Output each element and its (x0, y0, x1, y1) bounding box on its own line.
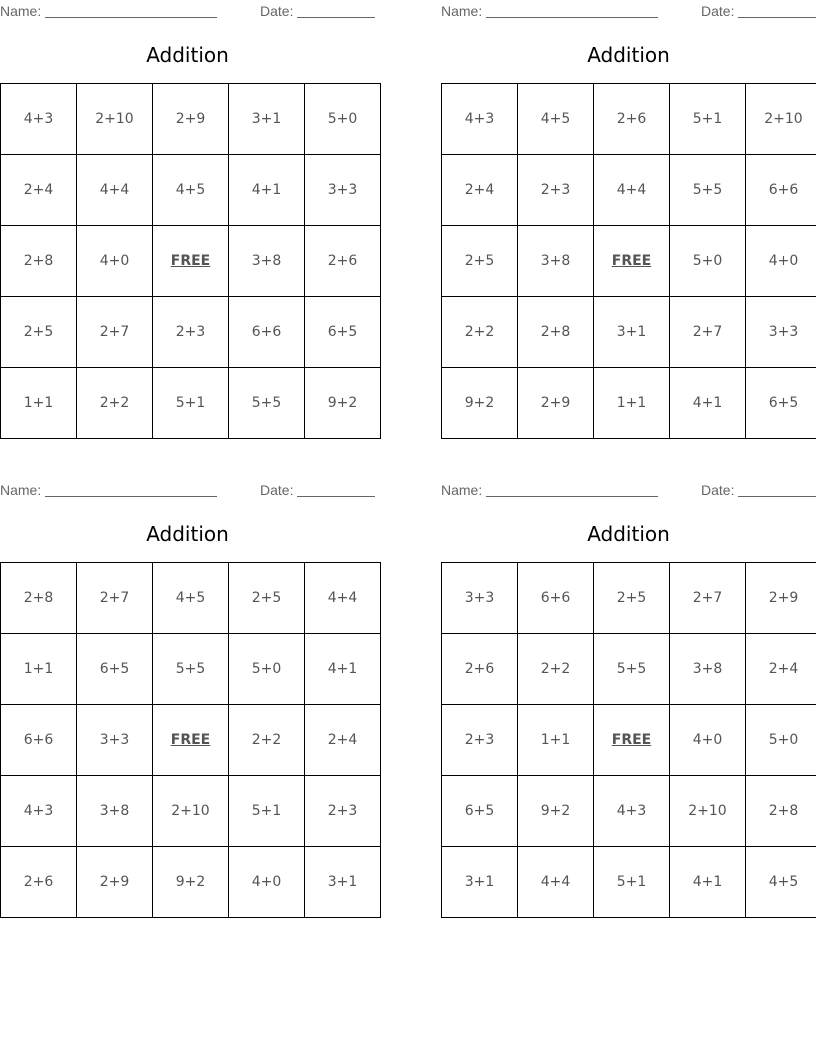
problem-cell[interactable]: 2+7 (77, 563, 153, 634)
problem-cell[interactable]: 2+8 (518, 297, 594, 368)
problem-cell[interactable]: 4+5 (153, 155, 229, 226)
problem-cell[interactable]: 2+3 (305, 776, 381, 847)
problem-cell[interactable]: 4+1 (229, 155, 305, 226)
problem-cell[interactable]: 2+3 (153, 297, 229, 368)
problem-cell[interactable]: 5+1 (594, 847, 670, 918)
problem-cell[interactable]: 1+1 (518, 705, 594, 776)
grid-row (442, 226, 816, 297)
problem-cell[interactable]: 2+10 (746, 84, 816, 155)
problem-cell[interactable]: 5+1 (229, 776, 305, 847)
problem-cell[interactable]: 2+9 (746, 563, 816, 634)
problem-cell[interactable]: 1+1 (1, 634, 77, 705)
problem-cell[interactable]: 3+8 (518, 226, 594, 297)
problem-cell[interactable]: 2+10 (77, 84, 153, 155)
problem-cell[interactable]: 2+7 (670, 297, 746, 368)
problem-cell[interactable]: 6+6 (746, 155, 816, 226)
problem-cell[interactable]: 2+2 (229, 705, 305, 776)
problem-cell[interactable]: 6+5 (77, 634, 153, 705)
problem-cell[interactable]: 3+8 (77, 776, 153, 847)
problem-cell[interactable]: 4+5 (746, 847, 816, 918)
grid-row (442, 368, 816, 439)
bingo-grid (0, 83, 381, 439)
problem-cell[interactable]: 4+4 (305, 563, 381, 634)
date-label: Date: (260, 3, 294, 19)
problem-cell[interactable]: 5+0 (229, 634, 305, 705)
problem-cell[interactable]: 3+3 (746, 297, 816, 368)
problem-cell[interactable]: 2+2 (518, 634, 594, 705)
problem-cell[interactable]: 6+6 (229, 297, 305, 368)
bingo-grid (441, 562, 816, 918)
problem-cell[interactable]: 2+6 (305, 226, 381, 297)
problem-cell[interactable]: 5+1 (153, 368, 229, 439)
problem-cell[interactable]: 3+8 (229, 226, 305, 297)
problem-cell[interactable]: 3+1 (442, 847, 518, 918)
problem-cell[interactable]: 2+5 (1, 297, 77, 368)
problem-cell[interactable]: 5+5 (594, 634, 670, 705)
free-space-cell[interactable]: FREE (153, 226, 229, 297)
problem-cell[interactable]: 4+5 (518, 84, 594, 155)
problem-cell[interactable]: 2+4 (1, 155, 77, 226)
card-header (441, 482, 816, 498)
problem-cell[interactable]: 3+1 (305, 847, 381, 918)
problem-cell[interactable]: 2+6 (1, 847, 77, 918)
bingo-grid (0, 562, 381, 918)
problem-cell[interactable]: 3+3 (442, 563, 518, 634)
date-field[interactable] (297, 482, 375, 497)
problem-cell[interactable]: 3+1 (229, 84, 305, 155)
card-title: Addition (146, 522, 229, 546)
problem-cell[interactable]: 4+4 (518, 847, 594, 918)
grid-row (1, 563, 381, 634)
problem-cell[interactable]: 2+4 (442, 155, 518, 226)
problem-cell[interactable]: 4+1 (305, 634, 381, 705)
card-title: Addition (146, 43, 229, 67)
problem-cell[interactable]: 4+5 (153, 563, 229, 634)
grid-row (442, 705, 816, 776)
grid-row (442, 84, 816, 155)
grid-row (442, 847, 816, 918)
problem-cell[interactable]: 3+3 (305, 155, 381, 226)
problem-cell[interactable]: 2+4 (305, 705, 381, 776)
grid-row (442, 563, 816, 634)
problem-cell[interactable]: 4+0 (77, 226, 153, 297)
problem-cell[interactable]: 9+2 (153, 847, 229, 918)
grid-row (1, 155, 381, 226)
grid-row (442, 297, 816, 368)
problem-cell[interactable]: 4+3 (442, 84, 518, 155)
date-field[interactable] (738, 3, 816, 18)
grid-row (442, 634, 816, 705)
problem-cell[interactable]: 4+3 (1, 84, 77, 155)
grid-row (1, 84, 381, 155)
problem-cell[interactable]: 2+7 (670, 563, 746, 634)
date-label: Date: (260, 482, 294, 498)
name-label: Name: (441, 3, 483, 19)
free-space-cell[interactable]: FREE (594, 705, 670, 776)
problem-cell[interactable]: 2+4 (746, 634, 816, 705)
grid-row (1, 368, 381, 439)
name-label: Name: (441, 482, 483, 498)
date-field[interactable] (297, 3, 375, 18)
problem-cell[interactable]: 5+5 (229, 368, 305, 439)
problem-cell[interactable]: 6+5 (305, 297, 381, 368)
problem-cell[interactable]: 3+8 (670, 634, 746, 705)
name-label: Name: (0, 482, 42, 498)
grid-row (1, 847, 381, 918)
problem-cell[interactable]: 2+6 (594, 84, 670, 155)
problem-cell[interactable]: 9+2 (442, 368, 518, 439)
problem-cell[interactable]: 6+5 (746, 368, 816, 439)
problem-cell[interactable]: 4+0 (746, 226, 816, 297)
bingo-grid (441, 83, 816, 439)
problem-cell[interactable]: 5+5 (670, 155, 746, 226)
problem-cell[interactable]: 4+3 (594, 776, 670, 847)
card-title: Addition (587, 522, 670, 546)
name-label: Name: (0, 3, 42, 19)
card-header (0, 3, 375, 19)
problem-cell[interactable]: 4+3 (1, 776, 77, 847)
date-field[interactable] (738, 482, 816, 497)
problem-cell[interactable]: 2+5 (229, 563, 305, 634)
name-field[interactable] (45, 3, 217, 18)
problem-cell[interactable]: 1+1 (594, 368, 670, 439)
date-label: Date: (701, 482, 735, 498)
grid-row (1, 705, 381, 776)
problem-cell[interactable]: 2+5 (442, 226, 518, 297)
name-field[interactable] (45, 482, 217, 497)
problem-cell[interactable]: 2+10 (153, 776, 229, 847)
problem-cell[interactable]: 2+8 (1, 226, 77, 297)
problem-cell[interactable]: 9+2 (305, 368, 381, 439)
problem-cell[interactable]: 2+2 (77, 368, 153, 439)
problem-cell[interactable]: 5+5 (153, 634, 229, 705)
grid-row (442, 155, 816, 226)
problem-cell[interactable]: 6+5 (442, 776, 518, 847)
problem-cell[interactable]: 3+1 (594, 297, 670, 368)
problem-cell[interactable]: 2+5 (594, 563, 670, 634)
problem-cell[interactable]: 5+1 (670, 84, 746, 155)
problem-cell[interactable]: 3+3 (77, 705, 153, 776)
problem-cell[interactable]: 6+6 (1, 705, 77, 776)
grid-row (1, 297, 381, 368)
problem-cell[interactable]: 1+1 (1, 368, 77, 439)
problem-cell[interactable]: 4+4 (594, 155, 670, 226)
problem-cell[interactable]: 2+9 (153, 84, 229, 155)
card-header (0, 482, 375, 498)
problem-cell[interactable]: 5+0 (305, 84, 381, 155)
problem-cell[interactable]: 4+1 (670, 368, 746, 439)
problem-cell[interactable]: 2+2 (442, 297, 518, 368)
problem-cell[interactable]: 2+3 (442, 705, 518, 776)
free-space-cell[interactable]: FREE (153, 705, 229, 776)
grid-row (1, 226, 381, 297)
problem-cell[interactable]: 5+0 (670, 226, 746, 297)
problem-cell[interactable]: 4+0 (229, 847, 305, 918)
grid-row (442, 776, 816, 847)
problem-cell[interactable]: 2+9 (77, 847, 153, 918)
problem-cell[interactable]: 2+7 (77, 297, 153, 368)
problem-cell[interactable]: 6+6 (518, 563, 594, 634)
problem-cell[interactable]: 4+1 (670, 847, 746, 918)
grid-row (1, 776, 381, 847)
free-space-cell[interactable]: FREE (594, 226, 670, 297)
grid-row (1, 634, 381, 705)
problem-cell[interactable]: 2+3 (518, 155, 594, 226)
problem-cell[interactable]: 9+2 (518, 776, 594, 847)
problem-cell[interactable]: 5+0 (746, 705, 816, 776)
name-field[interactable] (486, 482, 658, 497)
problem-cell[interactable]: 2+6 (442, 634, 518, 705)
problem-cell[interactable]: 4+0 (670, 705, 746, 776)
card-header (441, 3, 816, 19)
problem-cell[interactable]: 2+10 (670, 776, 746, 847)
date-label: Date: (701, 3, 735, 19)
name-field[interactable] (486, 3, 658, 18)
problem-cell[interactable]: 4+4 (77, 155, 153, 226)
problem-cell[interactable]: 2+8 (746, 776, 816, 847)
problem-cell[interactable]: 2+8 (1, 563, 77, 634)
card-title: Addition (587, 43, 670, 67)
problem-cell[interactable]: 2+9 (518, 368, 594, 439)
